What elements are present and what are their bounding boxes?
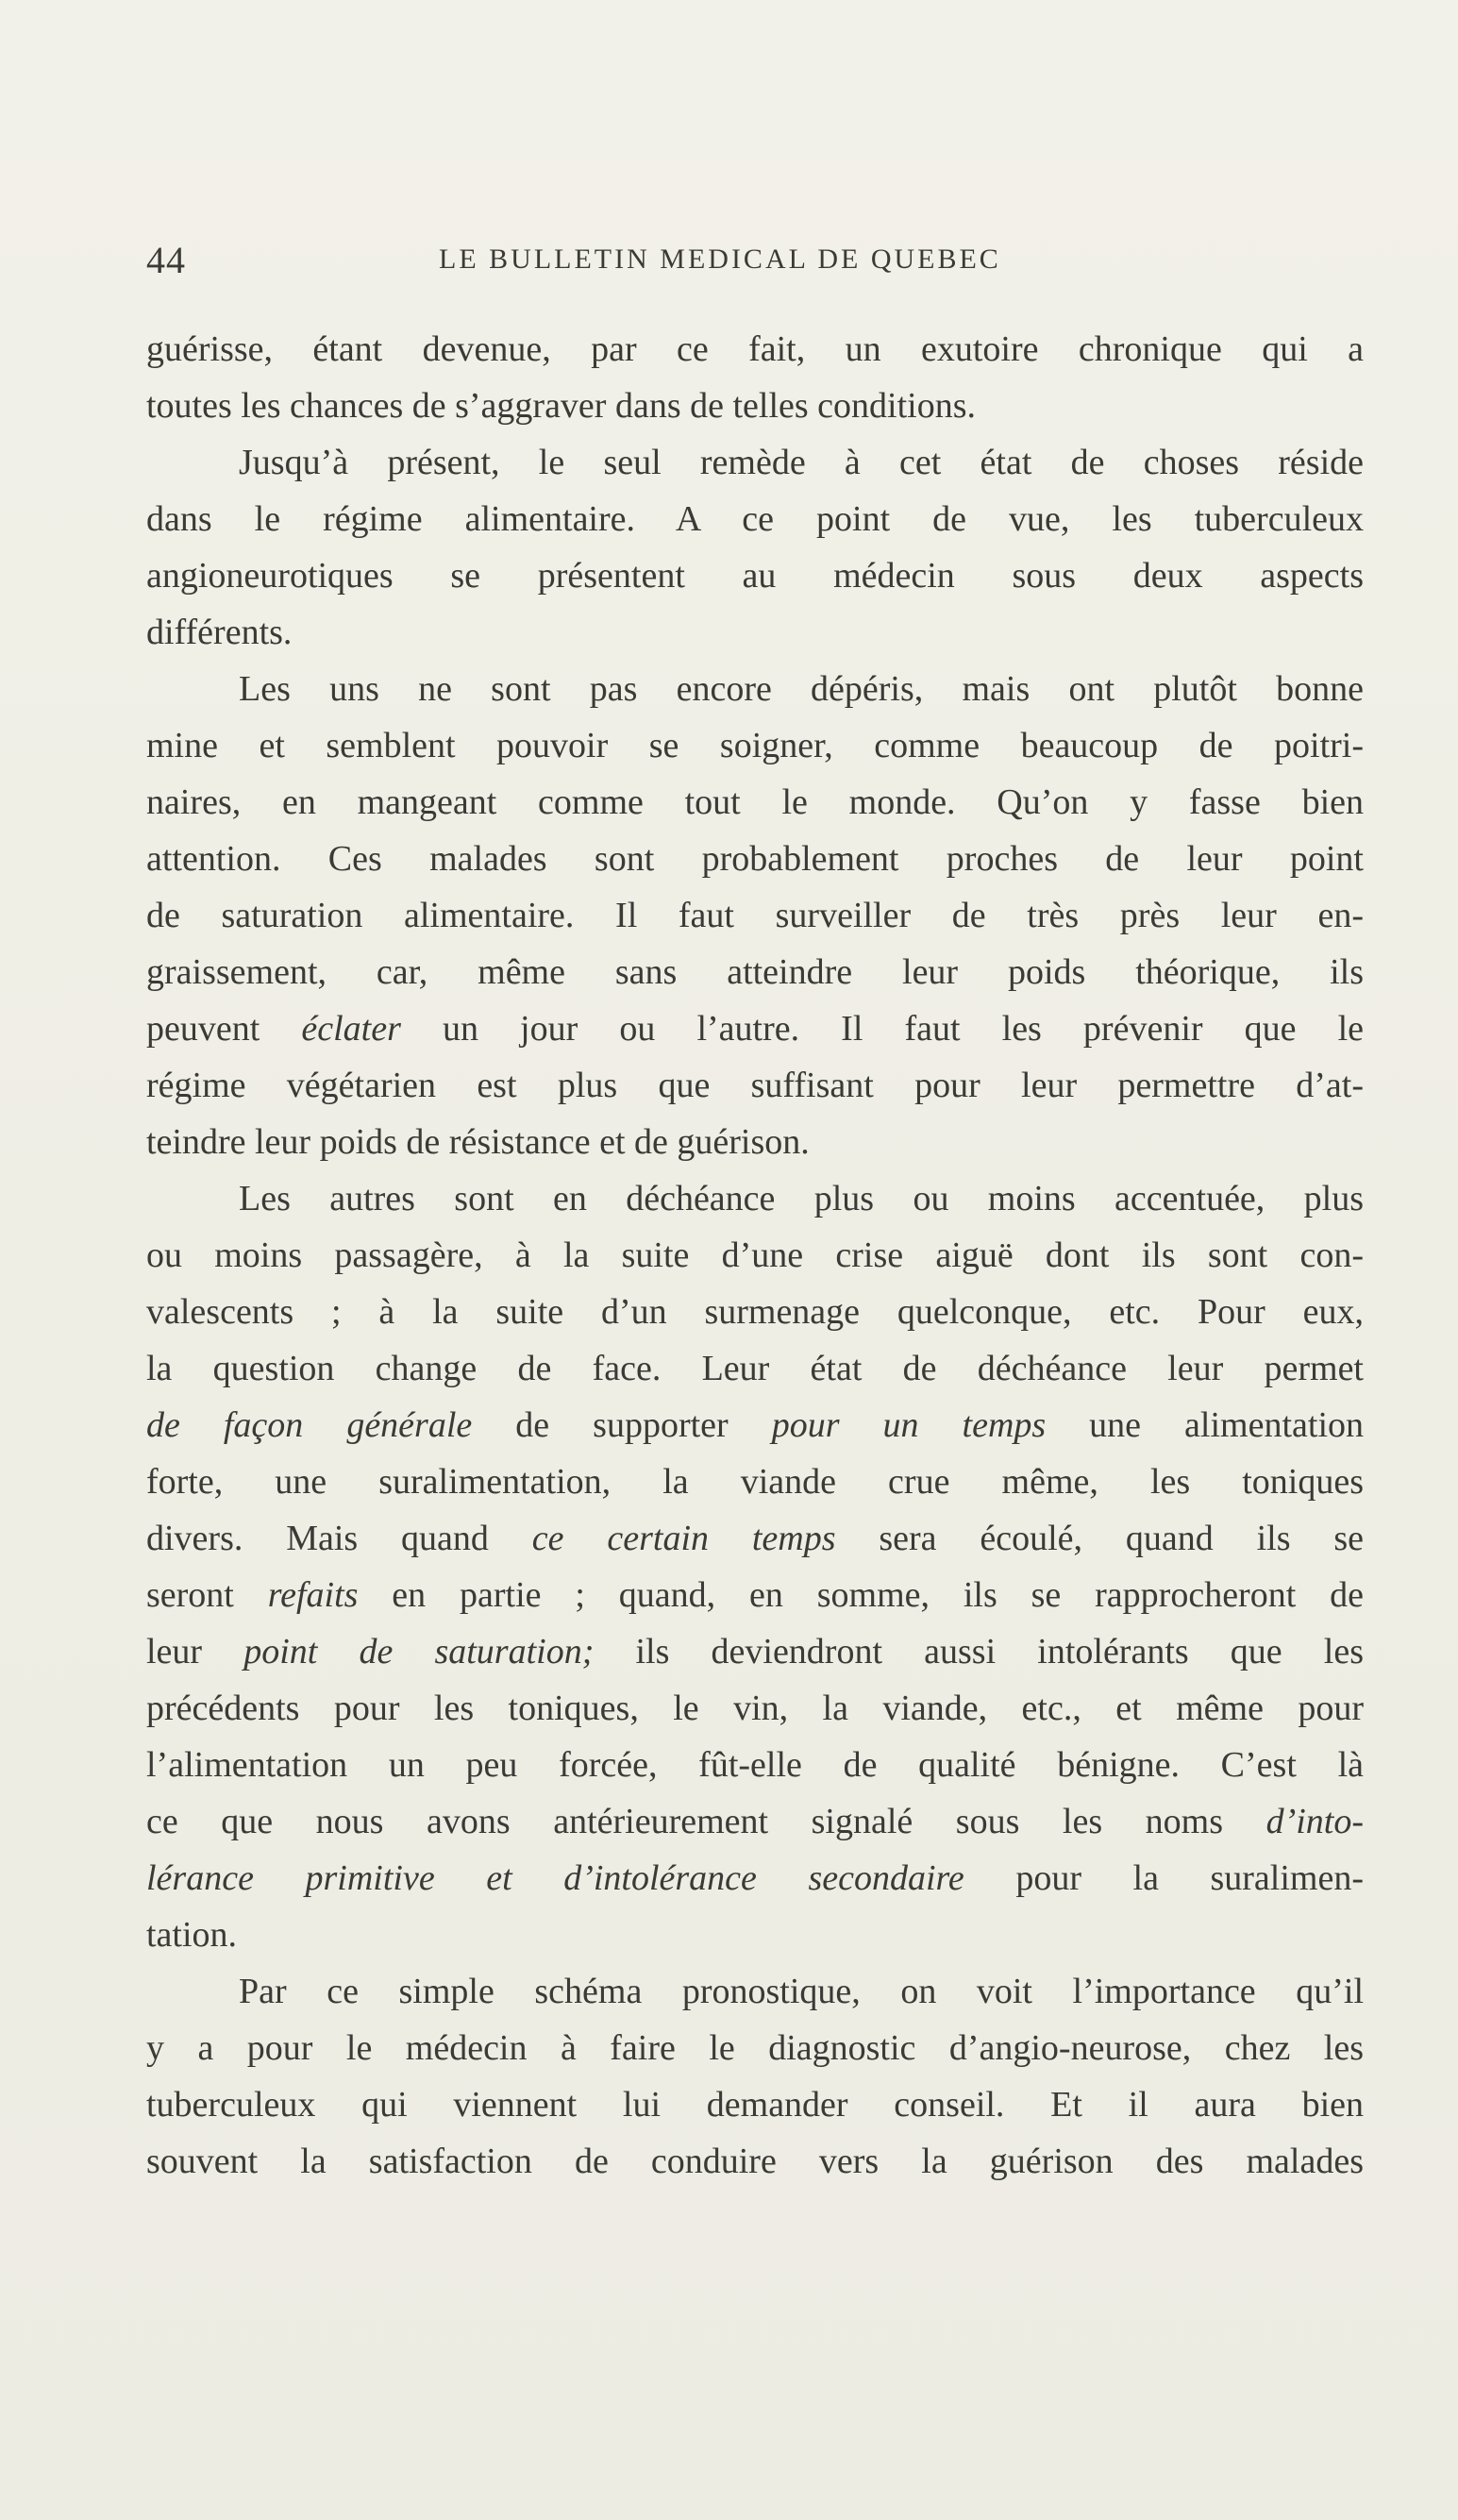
italic-run: éclater bbox=[301, 1009, 401, 1049]
body-text bbox=[146, 321, 1364, 2190]
text-run: en partie ; quand, en somme, ils se rapprocheront de bbox=[358, 1575, 1364, 1615]
text-run: ils deviendront aussi intolérants que les bbox=[594, 1632, 1364, 1672]
text-line: guérisse, étant devenue, par ce fait, un exutoire chronique qui a bbox=[146, 329, 1364, 369]
text-line: précédents pour les toniques, le vin, la viande, etc., et même pour bbox=[146, 1688, 1364, 1728]
text-line: dans le régime alimentaire. A ce point de vue, les tuberculeux bbox=[146, 499, 1364, 539]
italic-run: point de saturation; bbox=[243, 1632, 595, 1672]
text-run: un jour ou l’autre. Il faut les prévenir que le bbox=[400, 1009, 1364, 1049]
italic-run: de façon générale bbox=[146, 1405, 473, 1445]
text-line bbox=[146, 1567, 1364, 1623]
text-line: ou moins passagère, à la suite d’une crise aiguë dont ils sont con- bbox=[146, 1235, 1364, 1275]
text-line: l’alimentation un peu forcée, fût-elle de qualité bénigne. C’est là bbox=[146, 1745, 1364, 1785]
running-title: LE BULLETIN MEDICAL DE QUEBEC bbox=[439, 244, 1001, 275]
text-line: naires, en mangeant comme tout le monde. Qu’on y fasse bien bbox=[146, 782, 1364, 822]
text-line: Jusqu’à présent, le seul remède à cet état de choses réside bbox=[239, 443, 1364, 482]
text-line: différents. bbox=[146, 613, 293, 652]
text-run: une alimentation bbox=[1046, 1405, 1364, 1445]
text-line: tuberculeux qui viennent lui demander conseil. Et il aura bien bbox=[146, 2085, 1364, 2125]
italic-run: d’into- bbox=[1265, 1802, 1364, 1841]
text-line: Les autres sont en déchéance plus ou moins accentuée, plus bbox=[239, 1179, 1364, 1218]
text-line bbox=[146, 1000, 1364, 1057]
text-line: de saturation alimentaire. Il faut surveiller de très près leur en- bbox=[146, 896, 1364, 935]
text-line: la question change de face. Leur état de déchéance leur permet bbox=[146, 1349, 1364, 1388]
text-line bbox=[146, 1510, 1364, 1567]
text-line bbox=[146, 1397, 1364, 1453]
italic-run: pour un temps bbox=[771, 1405, 1047, 1445]
text-line: graissement, car, même sans atteindre leur poids théorique, ils bbox=[146, 952, 1364, 992]
text-run: divers. Mais quand bbox=[146, 1519, 532, 1558]
text-line: toutes les chances de s’aggraver dans de telles conditions. bbox=[146, 386, 976, 426]
text-run: sera écoulé, quand ils se bbox=[835, 1519, 1364, 1558]
text-line bbox=[146, 1623, 1364, 1680]
text-run: seront bbox=[146, 1575, 268, 1615]
text-line: valescents ; à la suite d’un surmenage quelconque, etc. Pour eux, bbox=[146, 1292, 1364, 1332]
text-line: forte, une suralimentation, la viande crue même, les toniques bbox=[146, 1462, 1364, 1502]
text-line: Les uns ne sont pas encore dépéris, mais ont plutôt bonne bbox=[239, 669, 1364, 709]
text-line: teindre leur poids de résistance et de guérison. bbox=[146, 1122, 810, 1162]
text-line: Par ce simple schéma pronostique, on voit l’importance qu’il bbox=[239, 1972, 1364, 2011]
text-line: mine et semblent pouvoir se soigner, comme beaucoup de poitri- bbox=[146, 726, 1364, 765]
italic-run: refaits bbox=[267, 1575, 359, 1615]
text-run: leur bbox=[146, 1632, 244, 1672]
text-line: y a pour le médecin à faire le diagnostic d’angio-neurose, chez les bbox=[146, 2028, 1364, 2068]
italic-run: ce certain temps bbox=[531, 1519, 836, 1558]
text-line: angioneurotiques se présentent au médecin sous deux aspects bbox=[146, 556, 1364, 596]
text-line bbox=[146, 1850, 1364, 1907]
text-line: régime végétarien est plus que suffisant pour leur permettre d’at- bbox=[146, 1066, 1364, 1105]
text-run: de supporter bbox=[472, 1405, 772, 1445]
text-line: souvent la satisfaction de conduire vers la guérison des malades bbox=[146, 2142, 1364, 2181]
text-run: ce que nous avons antérieurement signalé sous les noms bbox=[146, 1802, 1266, 1841]
page-number: 44 bbox=[146, 239, 186, 281]
text-line: tation. bbox=[146, 1915, 238, 1955]
text-line bbox=[146, 1793, 1364, 1850]
page-header bbox=[146, 238, 1364, 294]
italic-run: lérance primitive et d’intolérance secondaire bbox=[146, 1858, 964, 1898]
text-line: attention. Ces malades sont probablement proches de leur point bbox=[146, 839, 1364, 879]
text-run: peuvent bbox=[146, 1009, 302, 1049]
text-run: pour la suralimen- bbox=[964, 1858, 1364, 1898]
